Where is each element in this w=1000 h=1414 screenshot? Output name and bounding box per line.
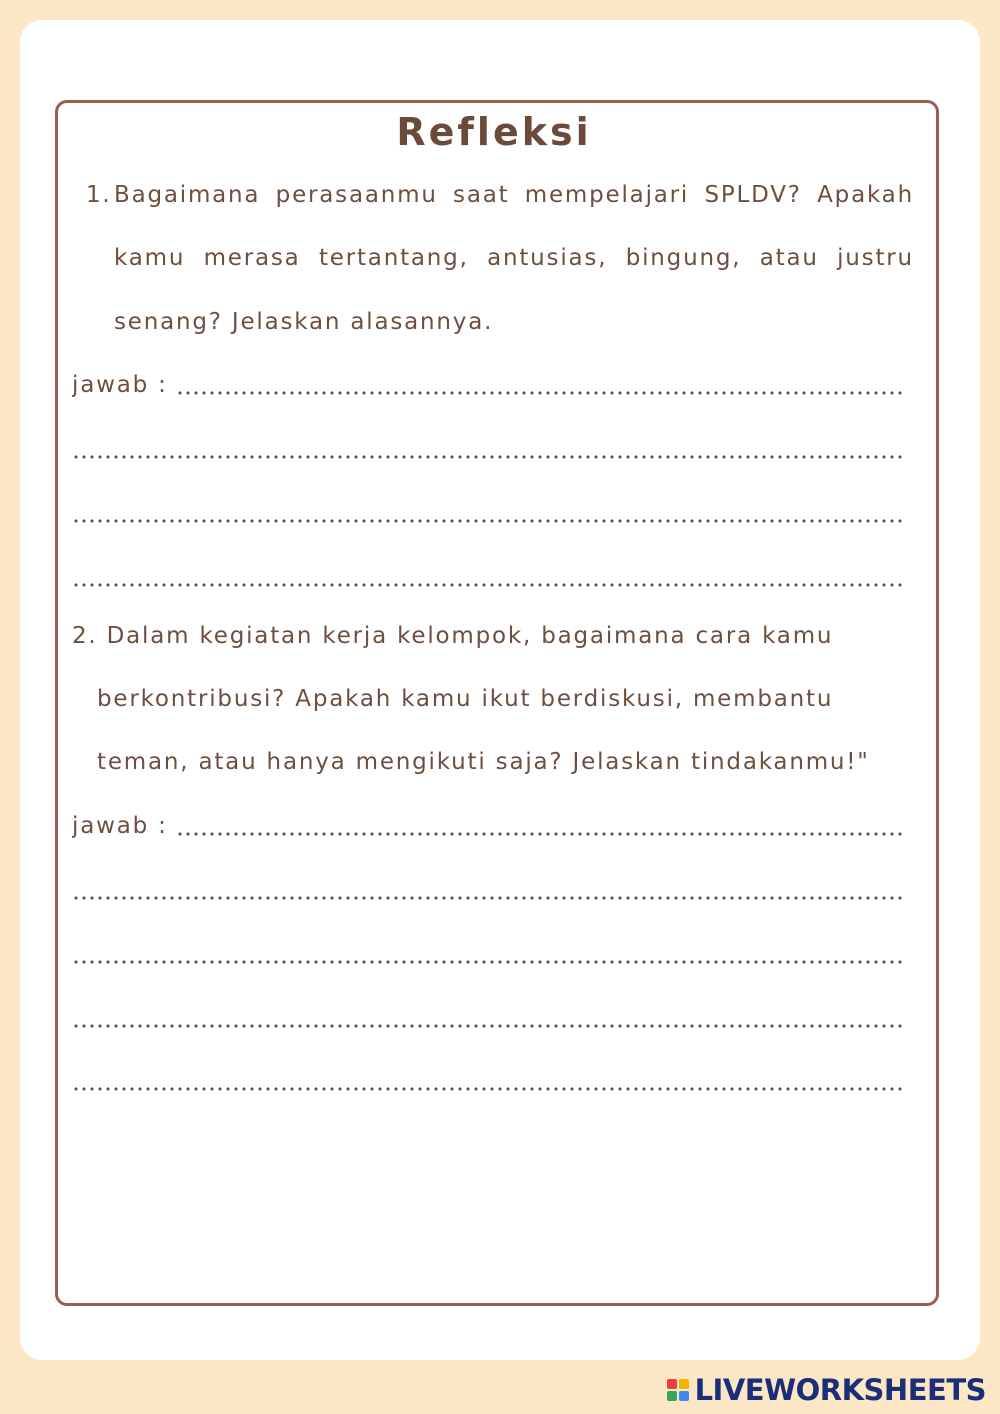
logo-square-red: [667, 1379, 677, 1389]
word: bingung,: [625, 245, 742, 271]
word: Apakah: [817, 182, 914, 208]
word: justru: [837, 245, 914, 271]
dotted-line: [72, 875, 906, 905]
question1-line-3: senang? Jelaskan alasannya.: [114, 309, 494, 335]
answer2-continuation-line[interactable]: [72, 939, 906, 969]
liveworksheets-logo[interactable]: [667, 1373, 986, 1407]
answer1-dotted-line: [176, 370, 906, 400]
word: merasa: [203, 245, 301, 271]
word: tertantang,: [318, 245, 469, 271]
word: mempelajari: [524, 182, 690, 208]
word: SPLDV?: [704, 182, 802, 208]
answer1-label: jawab :: [72, 370, 176, 400]
answer2-continuation-line[interactable]: [72, 875, 906, 905]
liveworksheets-icon: [667, 1379, 689, 1401]
answer2-continuation-line[interactable]: [72, 1003, 906, 1033]
brand-name: LIVEWORKSHEETS: [694, 1373, 986, 1407]
word: saat: [453, 182, 510, 208]
answer2-line[interactable]: [72, 811, 906, 841]
answer1-continuation-line[interactable]: [72, 498, 906, 528]
answer2-continuation-line[interactable]: [72, 1066, 906, 1096]
question1-line-1: [114, 180, 914, 210]
answer1-continuation-line[interactable]: [72, 562, 906, 592]
word: antusias,: [487, 245, 608, 271]
question2-line-1: 2. Dalam kegiatan kerja kelompok, bagaimana cara kamu: [72, 623, 834, 649]
dotted-line: [72, 1066, 906, 1096]
word: perasaanmu: [275, 182, 438, 208]
dotted-line: [72, 939, 906, 969]
answer2-dotted-line: [176, 811, 906, 841]
page-title: Refleksi: [396, 110, 592, 154]
logo-square-green: [667, 1391, 677, 1401]
answer1-continuation-line[interactable]: [72, 434, 906, 464]
answer2-label: jawab :: [72, 811, 176, 841]
question2-line-3: teman, atau hanya mengikuti saja? Jelaskan tindakanmu!": [97, 749, 870, 775]
logo-square-yellow: [679, 1379, 689, 1389]
dotted-line: [72, 434, 906, 464]
word: atau: [759, 245, 819, 271]
question1-line-2: [114, 243, 914, 273]
word: Bagaimana: [114, 182, 261, 208]
dotted-line: [72, 498, 906, 528]
logo-square-blue: [679, 1391, 689, 1401]
word: kamu: [114, 245, 186, 271]
question2-line-2: berkontribusi? Apakah kamu ikut berdiskusi, membantu: [97, 686, 834, 712]
dotted-line: [72, 562, 906, 592]
question1-number: 1.: [86, 182, 112, 208]
answer1-line[interactable]: [72, 370, 906, 400]
dotted-line: [72, 1003, 906, 1033]
